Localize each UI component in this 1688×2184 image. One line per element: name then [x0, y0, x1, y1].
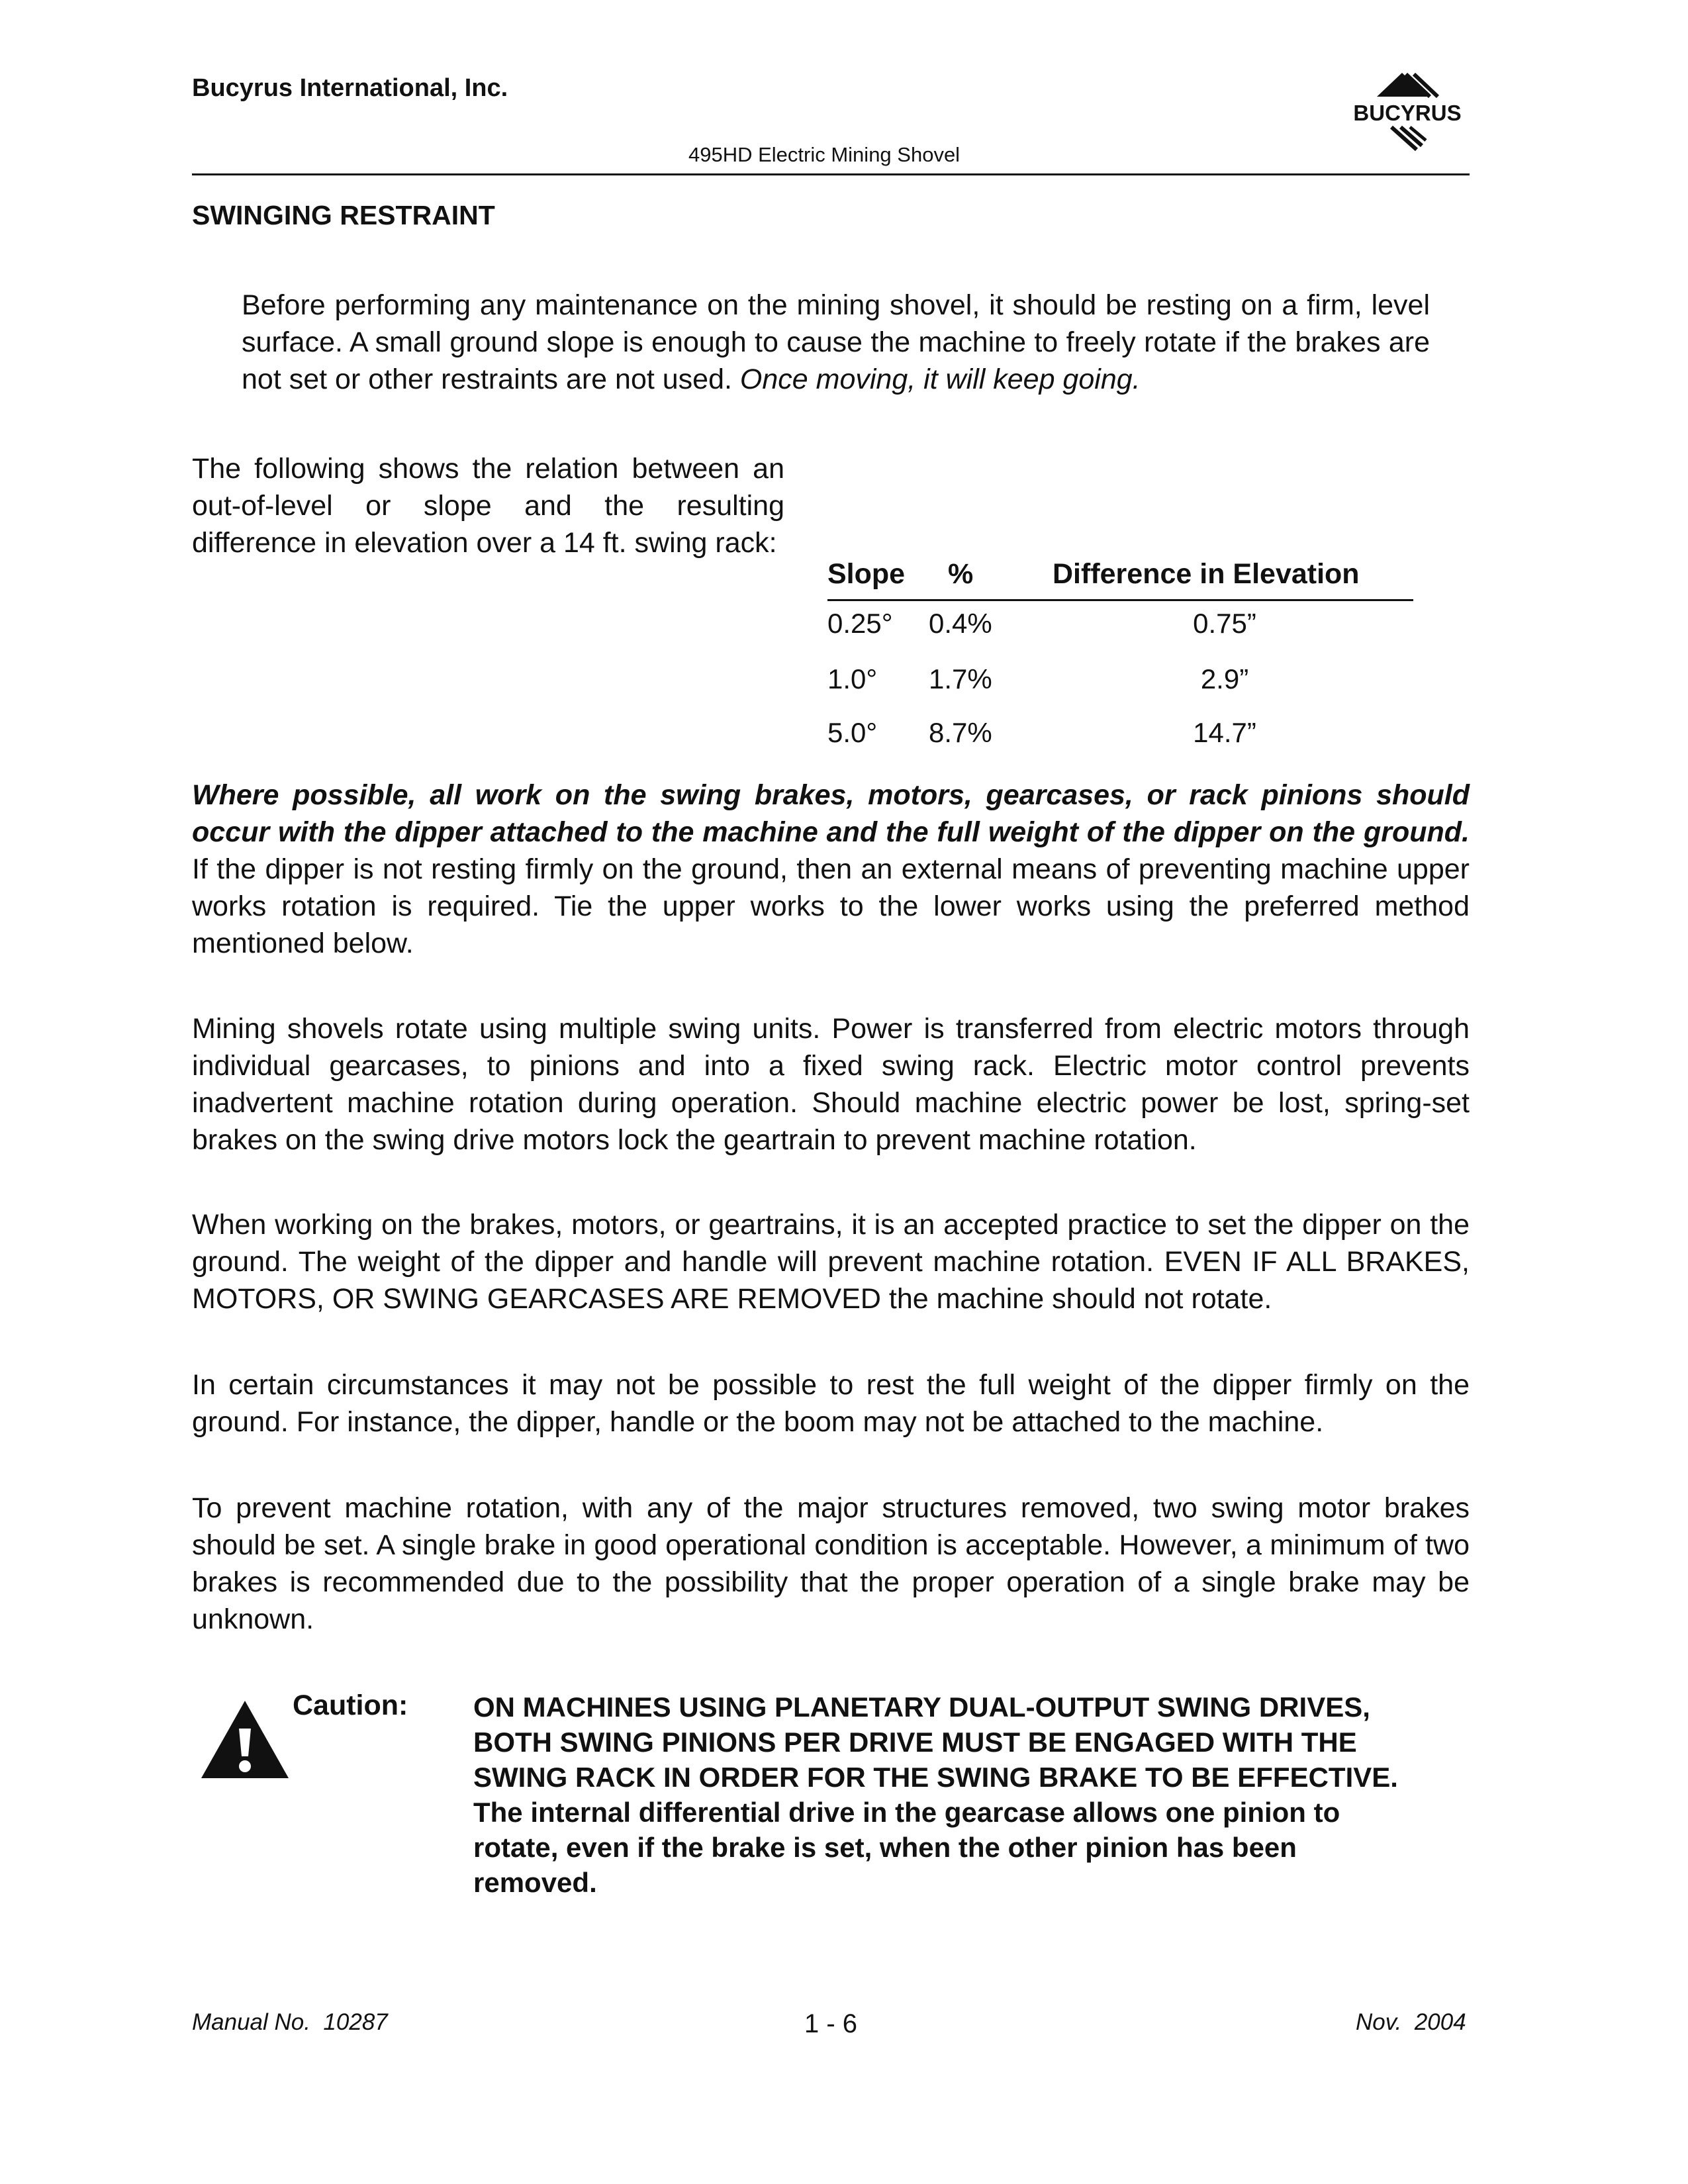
caution-line: rotate, even if the brake is set, when the other pinion has been	[473, 1832, 1297, 1863]
warning-emphasis-text: Where possible, all work on the swing brakes, motors, gearcases, or rack pinions should occur with the dipper attached to the machine and the full weight of the dipper on the ground.	[192, 779, 1470, 848]
table-header-slope: Slope	[827, 558, 906, 590]
relation-paragraph: The following shows the relation between an out-of-level or slope and the resulting difference in elevation over a 14 ft. swing rack:	[192, 453, 784, 559]
footer-page-number: 1 - 6	[804, 2009, 858, 2038]
table-header-rule	[827, 599, 1413, 601]
logo-text: BUCYRUS	[1353, 101, 1462, 125]
body-paragraph: In certain circumstances it may not be possible to rest the full weight of the dipper firmly on the ground. For instance, the dipper, handle or the boom may not be attached to the machine.	[192, 1369, 1470, 1438]
table-cell-slope: 5.0°	[827, 717, 878, 748]
warning-triangle-icon	[199, 1698, 291, 1781]
warning-text: If the dipper is not resting firmly on the ground, then an external means of preventing machine upper works rotation is required. Tie the upper works to the lower works using the preferred method mentioned below.	[192, 853, 1470, 959]
caution-line: ON MACHINES USING PLANETARY DUAL-OUTPUT SWING DRIVES,	[473, 1691, 1370, 1723]
table-cell-percent: 8.7%	[929, 717, 992, 748]
intro-text: Before performing any maintenance on the mining shovel, it should be resting on a firm, level surface. A small ground slope is enough to cause the machine to freely rotate if the brakes are not set or other restraints are not used.	[242, 289, 1430, 395]
table-cell-slope: 0.25°	[827, 608, 893, 639]
body-paragraph: To prevent machine rotation, with any of the major structures removed, two swing motor brakes should be set. A single brake in good operational condition is acceptable. However, a minimum of two brakes is recommended due to the possibility that the proper operation of a single brake may be unknown.	[192, 1492, 1470, 1635]
document-title: 495HD Electric Mining Shovel	[688, 143, 961, 166]
body-paragraph: Mining shovels rotate using multiple swing units. Power is transferred from electric motors through individual gearcases, to pinions and into a fixed swing rack. Electric motor control prevents inadvertent machine rotation during operation. Should machine electric power be lost, spring-set brakes on the swing drive motors lock the geartrain to prevent machine rotation.	[192, 1013, 1470, 1156]
section-title: SWINGING RESTRAINT	[192, 200, 495, 230]
table-cell-difference: 2.9”	[1200, 663, 1249, 694]
company-name: Bucyrus International, Inc.	[192, 74, 508, 102]
table-cell-slope: 1.0°	[827, 663, 878, 694]
caution-label: Caution:	[293, 1689, 408, 1721]
warning-paragraph	[192, 777, 1470, 962]
intro-paragraph	[242, 287, 1430, 398]
table-header-difference: Difference in Elevation	[1053, 558, 1360, 590]
caution-text	[473, 1689, 1473, 1900]
caution-line: BOTH SWING PINIONS PER DRIVE MUST BE ENGAGED WITH THE	[473, 1727, 1357, 1758]
table-header-percent: %	[948, 558, 974, 590]
table-cell-difference: 14.7”	[1193, 717, 1256, 748]
body-paragraph: When working on the brakes, motors, or geartrains, it is an accepted practice to set the dipper on the ground. The weight of the dipper and handle will prevent machine rotation. EVEN IF ALL BRAKES, MOTORS, OR SWING GEARCASES ARE REMOVED the machine should not rotate.	[192, 1209, 1470, 1315]
table-cell-percent: 0.4%	[929, 608, 992, 639]
table-cell-percent: 1.7%	[929, 663, 992, 694]
intro-italic-text: Once moving, it will keep going.	[739, 363, 1141, 395]
bucyrus-logo-icon	[1350, 66, 1473, 152]
footer-date: Nov. 2004	[1356, 2009, 1466, 2035]
table-cell-difference: 0.75”	[1193, 608, 1256, 639]
caution-line: removed.	[473, 1867, 597, 1898]
caution-line: SWING RACK IN ORDER FOR THE SWING BRAKE TO BE EFFECTIVE.	[473, 1762, 1398, 1793]
footer-manual-number: Manual No. 10287	[192, 2009, 388, 2035]
header-divider	[192, 173, 1470, 175]
caution-line: The internal differential drive in the gearcase allows one pinion to	[473, 1797, 1340, 1828]
